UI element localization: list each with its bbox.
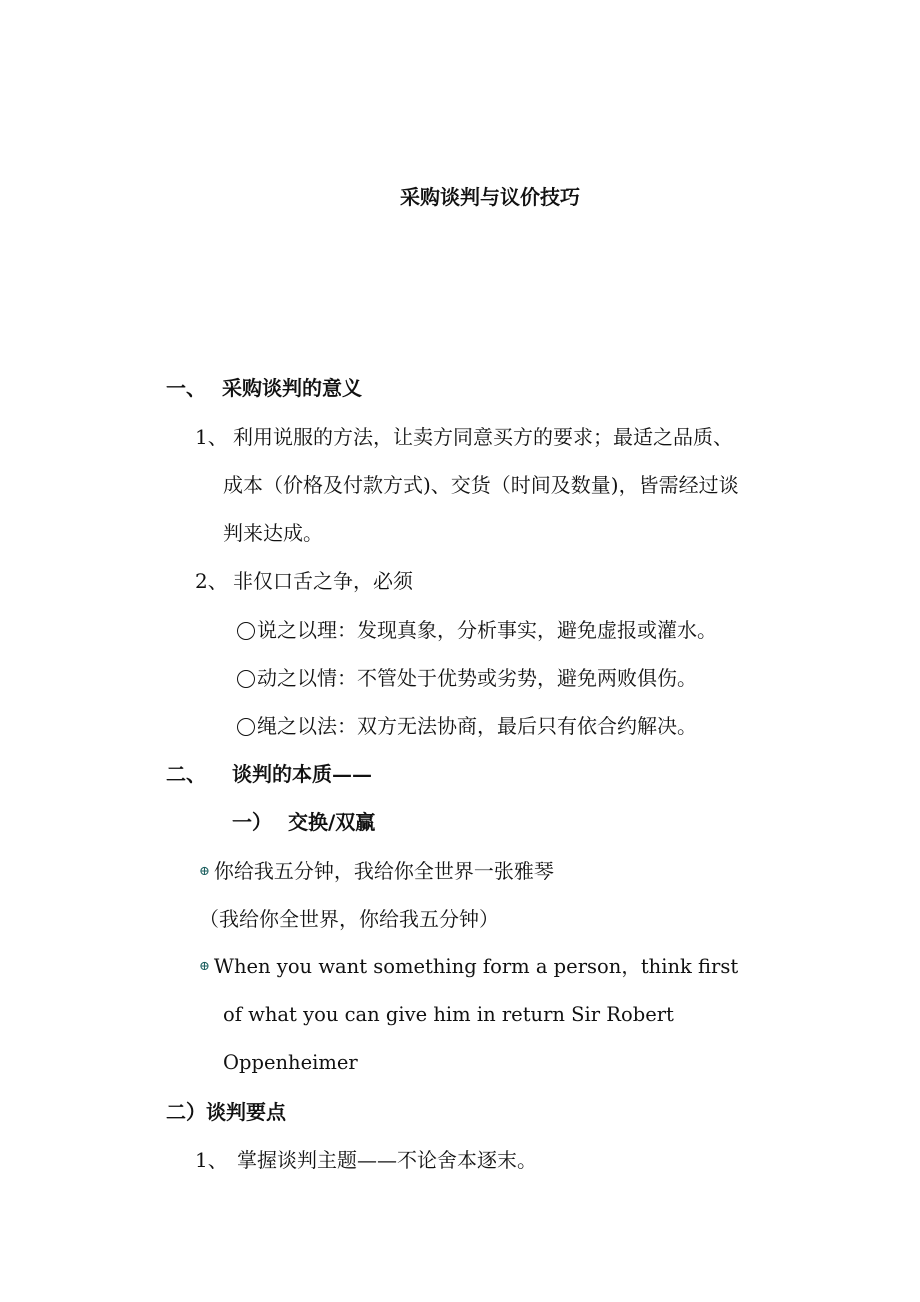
point-reason bbox=[237, 616, 717, 644]
point-law-text: 绳之以法：双方无法协商，最后只有依合约解决。 bbox=[257, 714, 697, 738]
section-1-heading-row bbox=[166, 374, 362, 402]
point-law bbox=[237, 712, 697, 740]
item-1-number: 1、 bbox=[195, 425, 228, 449]
open-circle-icon bbox=[237, 718, 255, 736]
point-emotion-text: 动之以情：不管处于优势或劣势，避免两败俱伤。 bbox=[257, 666, 697, 690]
sub-1-heading-row bbox=[232, 808, 375, 836]
item-1-line-2: 成本（价格及付款方式)、交货（时间及数量)，皆需经过谈 bbox=[223, 473, 739, 497]
key-point-1-number: 1、 bbox=[195, 1148, 228, 1172]
quote-2-line-3: Oppenheimer bbox=[223, 1051, 358, 1074]
quote-2-row bbox=[199, 953, 738, 981]
sub-1-number: 一） bbox=[232, 810, 272, 834]
key-point-1-row bbox=[195, 1146, 537, 1174]
quote-1-note: （我给你全世界，你给我五分钟） bbox=[199, 907, 499, 931]
item-2-text: 非仅口舌之争，必须 bbox=[233, 569, 413, 593]
item-1-row bbox=[195, 423, 733, 451]
section-2-heading-row bbox=[166, 760, 372, 788]
item-2-number: 2、 bbox=[195, 569, 228, 593]
item-2-row bbox=[195, 567, 413, 595]
item-1-line-3: 判来达成。 bbox=[223, 521, 323, 545]
sub-2-heading: 二）谈判要点 bbox=[166, 1100, 286, 1124]
section-2-heading: 谈判的本质—— bbox=[232, 762, 372, 786]
sub-1-heading: 交换/双赢 bbox=[288, 810, 376, 834]
document-title: 采购谈判与议价技巧 bbox=[400, 185, 580, 209]
section-1-number: 一、 bbox=[166, 376, 206, 400]
quote-1-text: 你给我五分钟，我给你全世界一张雅琴 bbox=[213, 859, 554, 883]
point-emotion bbox=[237, 664, 697, 692]
quote-1-row bbox=[199, 857, 554, 886]
section-1-heading: 采购谈判的意义 bbox=[222, 376, 362, 400]
key-point-1-text: 掌握谈判主题——不论舍本逐末。 bbox=[237, 1148, 537, 1172]
item-1-line-1: 利用说服的方法，让卖方同意买方的要求；最适之品质、 bbox=[233, 425, 733, 449]
open-circle-icon bbox=[237, 622, 255, 640]
quote-2-line-1: When you want something form a person，think first bbox=[213, 955, 739, 978]
quote-2-line-2: of what you can give him in return Sir Robert bbox=[223, 1003, 674, 1026]
circled-plus-icon: ⊕ bbox=[199, 864, 210, 879]
open-circle-icon bbox=[237, 670, 255, 688]
section-2-number: 二、 bbox=[166, 762, 206, 786]
circled-plus-icon: ⊕ bbox=[199, 959, 210, 974]
point-reason-text: 说之以理：发现真象，分析事实，避免虚报或灌水。 bbox=[257, 618, 717, 642]
